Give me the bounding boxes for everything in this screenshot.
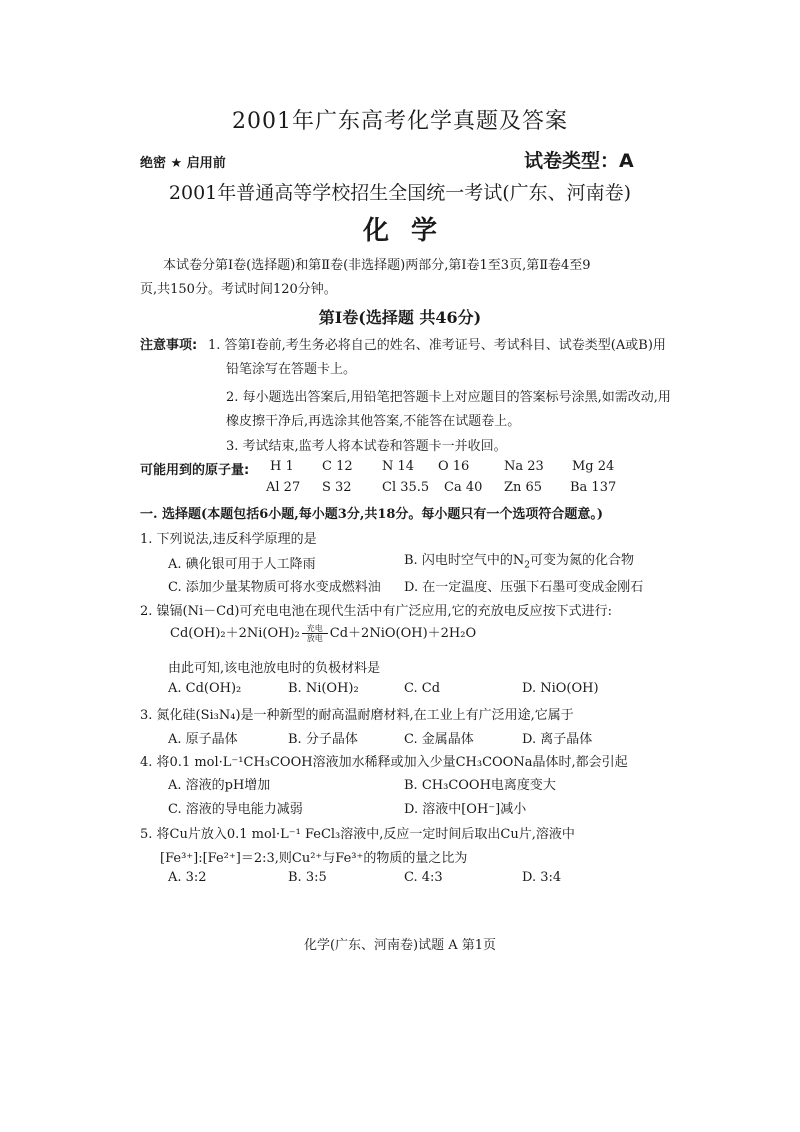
q5-option-b: B. 3:5: [288, 870, 327, 885]
atomic-mass-entry: Ca 40: [444, 480, 483, 495]
q2-arrow-bottom-label: 放电: [306, 634, 323, 643]
atomic-mass-entry: O 16: [438, 459, 470, 474]
q3-option-a: A. 原子晶体: [168, 732, 238, 747]
atomic-mass-entry: Al 27: [266, 480, 301, 495]
q2-arrow-top-label: 充电: [306, 624, 323, 633]
q1-option-d: D. 在一定温度、压强下石墨可变成金刚石: [404, 580, 644, 595]
q2-stem: 2. 镍镉(Ni－Cd)可充电电池在现代生活中有广泛应用,它的充放电反应按下式进行:: [140, 604, 612, 619]
atomic-mass-entry: Mg 24: [572, 459, 615, 474]
note-item-2-cont: 橡皮擦干净后,再选涂其他答案,不能答在试题卷上。: [226, 414, 521, 429]
q3-stem: 3. 氮化硅(Si₃N₄)是一种新型的耐高温耐磨材料,在工业上有广泛用途,它属于: [140, 708, 574, 723]
q1-option-b-post: 可变为氮的化合物: [529, 553, 634, 568]
note-item-1-cont: 铅笔涂写在答题卡上。: [226, 362, 357, 377]
q2-option-d: D. NiO(OH): [522, 681, 599, 696]
equilibrium-arrow-icon: [302, 624, 328, 643]
note-item-3: 3. 考试结束,监考人将本试卷和答题卡一并收回。: [226, 439, 507, 454]
q5-option-c: C. 4:3: [404, 870, 443, 885]
q2-follow: 由此可知,该电池放电时的负极材料是: [168, 661, 381, 676]
atomic-mass-entry: S 32: [322, 480, 352, 495]
q1-option-c: C. 添加少量某物质可将水变成燃料油: [168, 580, 381, 595]
paper-type-label: 试卷类型：A: [524, 150, 634, 172]
subject-title: 化学: [362, 216, 459, 246]
exam-title: 2001年普通高等学校招生全国统一考试(广东、河南卷): [168, 182, 632, 204]
notes-label: 注意事项:: [140, 338, 198, 353]
atomic-mass-entry: C 12: [322, 459, 353, 474]
q5-option-d: D. 3:4: [522, 870, 562, 885]
part1-title: 第Ⅰ卷(选择题 共46分): [318, 308, 482, 327]
q2-equation-right: Cd＋2NiO(OH)＋2H₂O: [329, 626, 477, 641]
q2-option-a: A. Cd(OH)₂: [168, 681, 242, 696]
intro-line-2: 页,共150分。考试时间120分钟。: [140, 282, 337, 297]
atomic-mass-entry: Na 23: [504, 459, 544, 474]
q4-option-b: B. CH₃COOH电离度变大: [404, 778, 556, 793]
q4-stem: 4. 将0.1 mol·L⁻¹CH₃COOH溶液加水稀释或加入少量CH₃COONa晶体时,都会引起: [140, 755, 628, 770]
page-footer: 化学(广东、河南卷)试题 A 第1页: [303, 938, 497, 953]
atomic-mass-entry: N 14: [382, 459, 415, 474]
atomic-mass-entry: Cl 35.5: [382, 480, 430, 495]
q3-option-c: C. 金属晶体: [404, 732, 474, 747]
atomic-mass-entry: Ba 137: [570, 480, 617, 495]
intro-line-1: 本试卷分第Ⅰ卷(选择题)和第Ⅱ卷(非选择题)两部分,第Ⅰ卷1至3页,第Ⅱ卷4至9: [163, 258, 591, 273]
note-item-2: 2. 每小题选出答案后,用铅笔把答题卡上对应题目的答案标号涂黑,如需改动,用: [226, 390, 671, 405]
q1-stem: 1. 下列说法,违反科学原理的是: [140, 532, 317, 547]
q1-option-b: [404, 549, 634, 571]
q3-option-d: D. 离子晶体: [522, 732, 593, 747]
document-title: 2001年广东高考化学真题及答案: [232, 109, 568, 134]
q4-option-c: C. 溶液的导电能力减弱: [168, 802, 303, 817]
q5-option-a: A. 3:2: [168, 870, 207, 885]
q1-option-b-sub: 2: [524, 560, 530, 571]
q4-option-a: A. 溶液的pH增加: [168, 778, 271, 793]
q5-stem-2: [Fe³⁺]:[Fe²⁺]＝2:3,则Cu²⁺与Fe³⁺的物质的量之比为: [160, 851, 468, 866]
q5-stem: 5. 将Cu片放入0.1 mol·L⁻¹ FeCl₃溶液中,反应一定时间后取出Cu片,溶液中: [140, 827, 575, 842]
note-item-1: 1. 答第Ⅰ卷前,考生务必将自己的姓名、准考证号、考试科目、试卷类型(A或B)用: [208, 338, 666, 353]
q2-option-c: C. Cd: [404, 681, 441, 696]
atomic-mass-entry: Zn 65: [504, 480, 543, 495]
confidential-label: 绝密 ★ 启用前: [140, 156, 226, 171]
q3-option-b: B. 分子晶体: [288, 732, 358, 747]
q2-equation-left: Cd(OH)₂＋2Ni(OH)₂: [170, 626, 300, 641]
q2-equation: [170, 622, 476, 643]
q1-option-a: A. 碘化银可用于人工降雨: [168, 557, 316, 572]
q4-option-d: D. 溶液中[OH⁻]减小: [404, 802, 527, 817]
section-1-heading: 一. 选择题(本题包括6小题,每小题3分,共18分。每小题只有一个选项符合题意。): [140, 507, 604, 522]
q1-option-b-pre: B. 闪电时空气中的N: [404, 553, 525, 568]
atomic-mass-entry: H 1: [270, 459, 294, 474]
atomic-mass-label: 可能用到的原子量:: [140, 463, 250, 478]
q2-option-b: B. Ni(OH)₂: [288, 681, 359, 696]
